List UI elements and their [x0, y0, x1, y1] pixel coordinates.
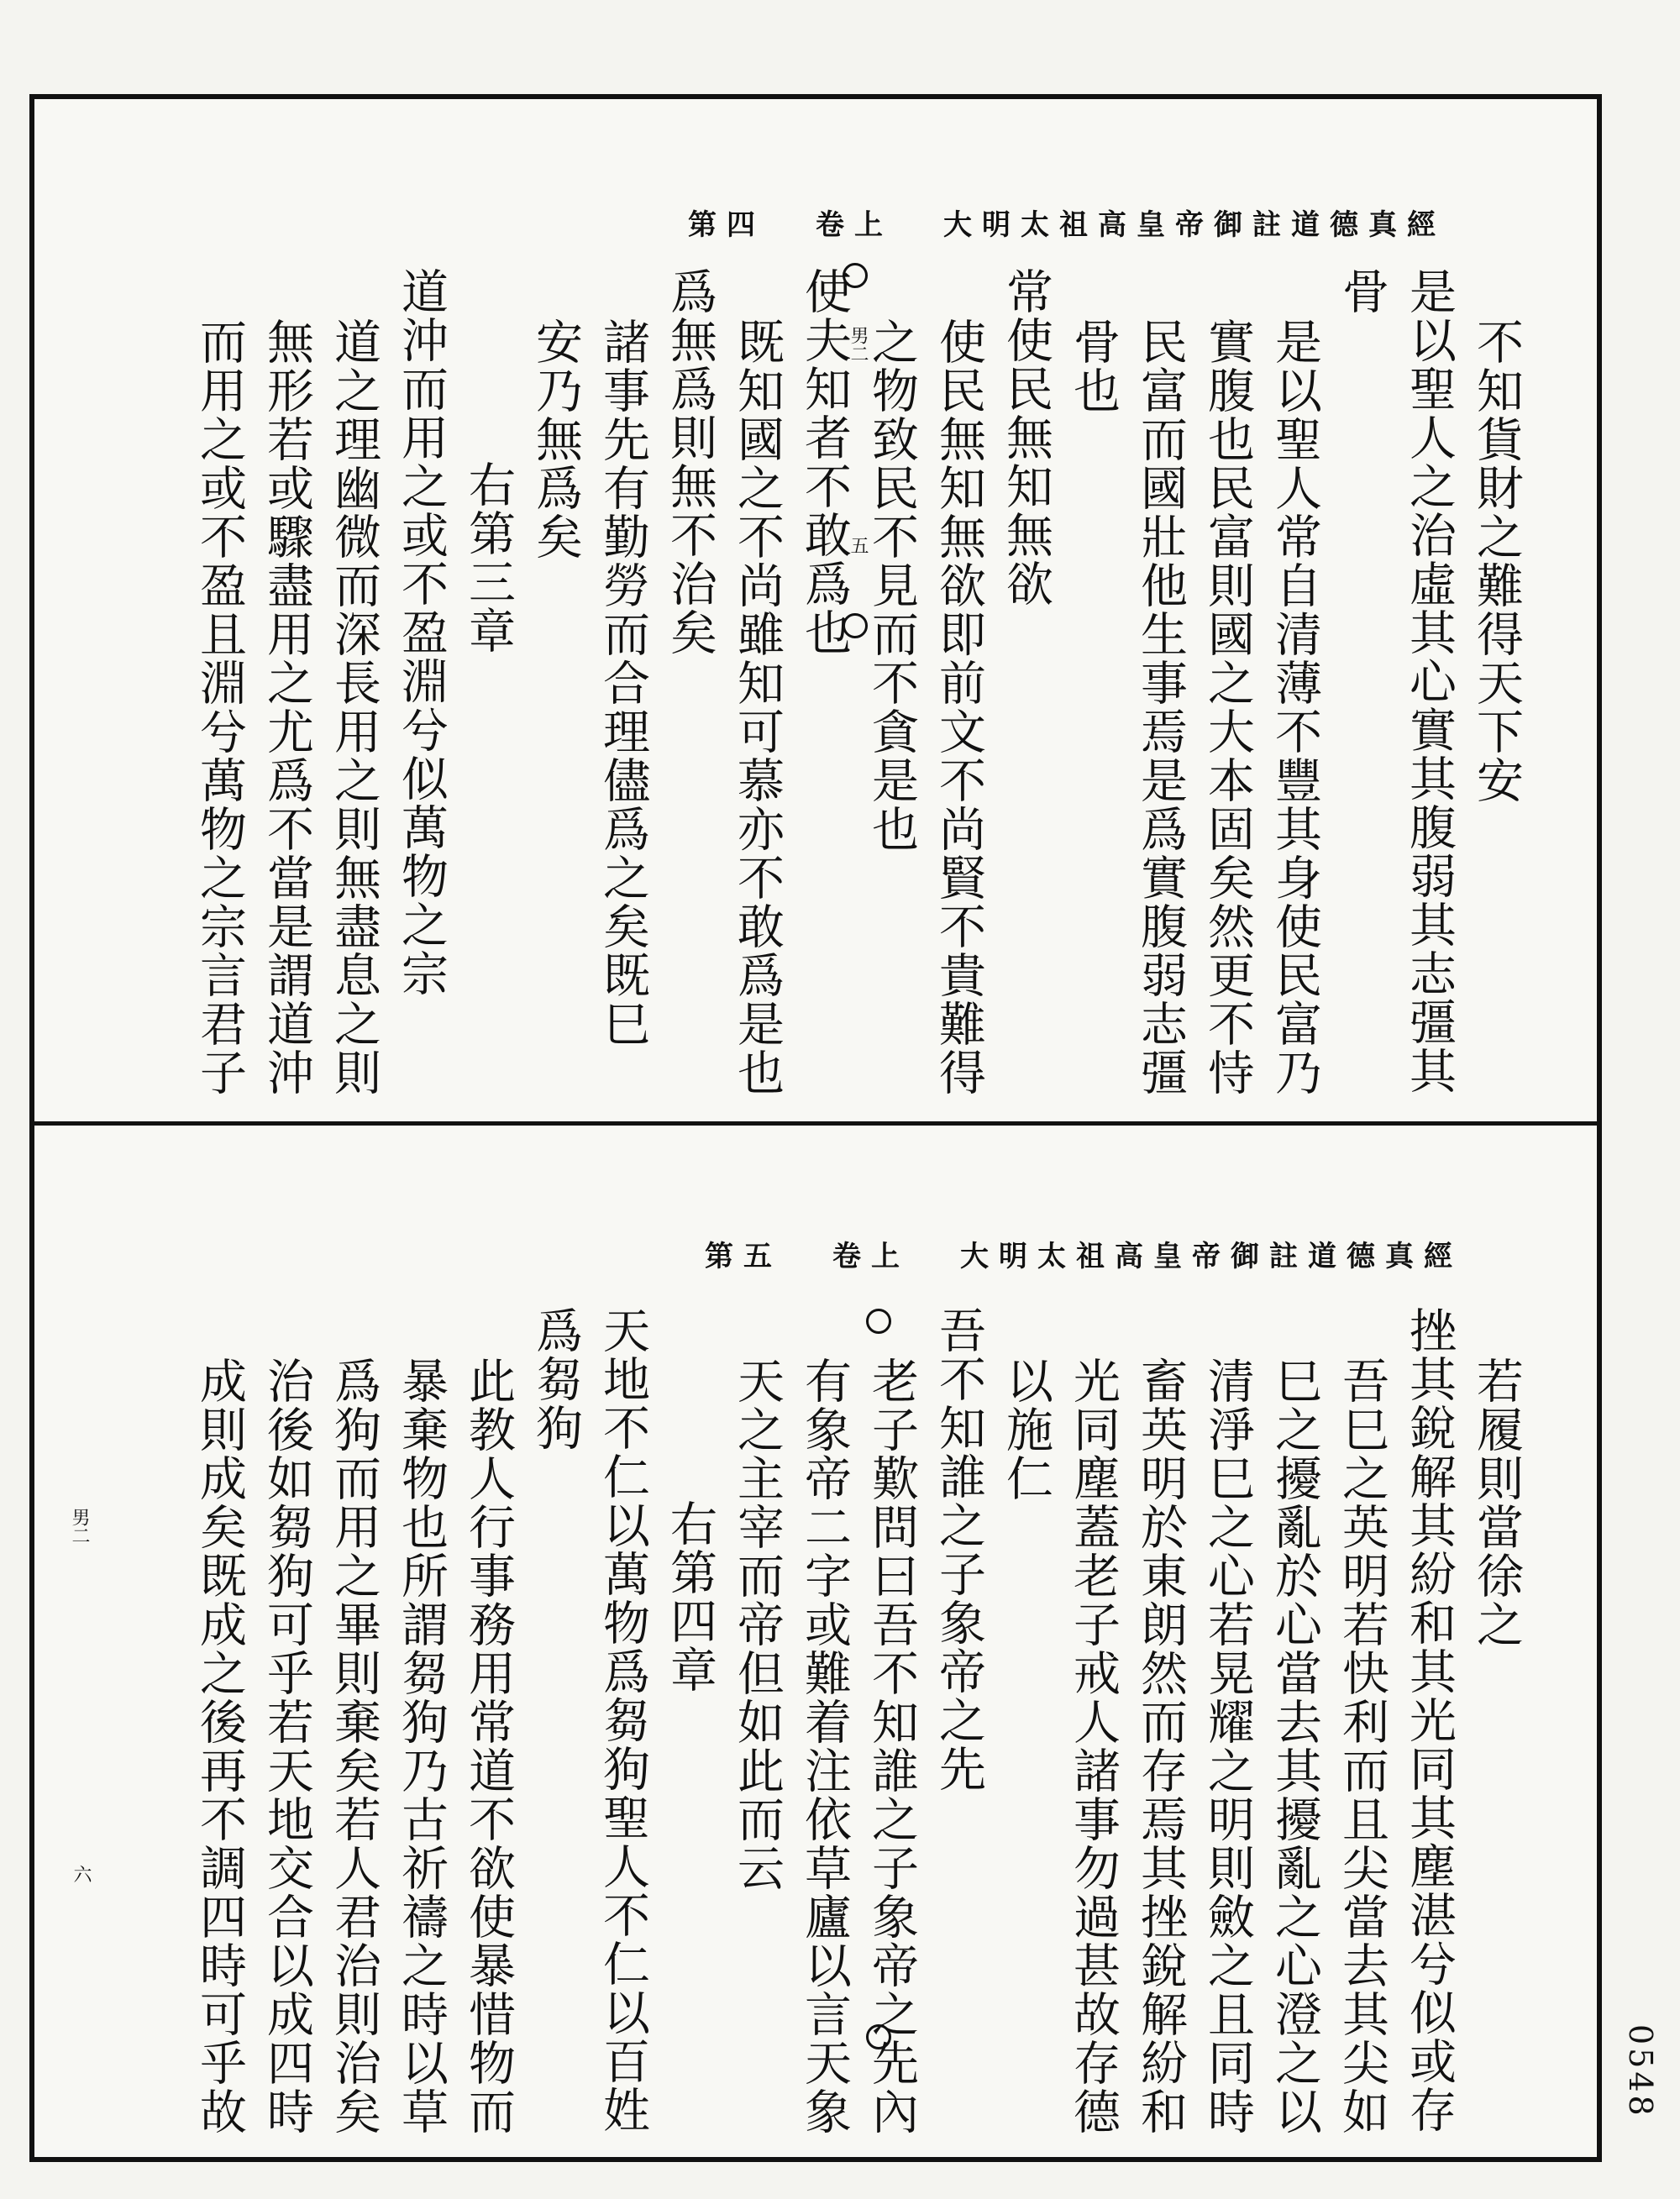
text-column: 有象帝二字或難着注依草廬以言天象 [797, 1357, 852, 2136]
text-column: 道之理幽微而深長用之則無盡息之則 [327, 318, 381, 1097]
text-column: 此教人行事務用常道不欲使暴惜物而 [461, 1357, 516, 2136]
text-column: 以施仁 [999, 1357, 1053, 1503]
text-column: 之物致民不見而不貪是也 [864, 318, 919, 853]
text-column: 挫其銳解其紛和其光同其塵湛兮似或存 [1402, 1306, 1457, 2134]
text-column: 天之主宰而帝但如此而云 [730, 1357, 785, 1892]
text-column: 使夫知者不敢爲也 [797, 267, 852, 657]
margin-note: 五 [848, 536, 869, 554]
circle-mark [866, 1309, 891, 1334]
text-column: 而用之或不盈且淵兮萬物之宗言君子 [192, 318, 247, 1097]
margin-note: 六 [71, 1865, 92, 1883]
bottom-header-page: 第五 [705, 1240, 782, 1273]
text-column: 常使民無知無欲 [999, 267, 1053, 608]
text-column: 爲芻狗 [528, 1306, 583, 1452]
chapter-heading: 右第四章 [663, 1499, 717, 1694]
text-column: 骨也 [1066, 318, 1121, 415]
text-column: 是以聖人之治虛其心實其腹弱其志彊其 [1402, 267, 1457, 1095]
margin-note: 男二 [69, 1508, 90, 1545]
text-column: 是以聖人常自清薄不豐其身使民富乃 [1268, 318, 1322, 1097]
text-column: 不知貨財之難得天下安 [1469, 318, 1524, 805]
text-column: 清淨巳之心若晃耀之明則斂之且同時 [1200, 1357, 1255, 2136]
text-column: 諸事先有勤勞而合理儘爲之矣既巳 [596, 318, 650, 1048]
text-column: 巳之擾亂於心當去其擾亂之心澄之以 [1268, 1357, 1322, 2136]
text-column: 吾不知誰之子象帝之先 [932, 1306, 986, 1793]
text-column: 光同塵蓋老子戒人諸事勿過甚故存德 [1066, 1357, 1121, 2136]
text-column: 骨 [1335, 267, 1389, 316]
bottom-header [705, 1233, 1462, 1274]
text-column: 爲狗而用之畢則棄矣若人君治則治矣 [327, 1357, 381, 2136]
bottom-header-title: 大明太祖高皇帝御註道德真經 [960, 1240, 1462, 1273]
page-number: 0548 [1622, 2024, 1659, 2119]
text-column: 民富而國壯他生事焉是爲實腹弱志彊 [1133, 318, 1188, 1097]
text-column: 使民無知無欲即前文不尚賢不貴難得 [932, 318, 986, 1097]
text-column: 吾巳之英明若快利而且尖當去其尖如 [1335, 1357, 1389, 2136]
text-column: 治後如芻狗可乎若天地交合以成四時 [260, 1357, 314, 2136]
bottom-panel [34, 1126, 1597, 2157]
bottom-text-columns [186, 1306, 1530, 2146]
text-column: 暴棄物也所謂芻狗乃古祈禱之時以草 [394, 1357, 449, 2136]
text-column: 無形若或驟盡用之尤爲不當是謂道沖 [260, 318, 314, 1097]
text-column: 爲無爲則無不治矣 [663, 267, 717, 657]
text-column: 老子歎問曰吾不知誰之子象帝之先內 [864, 1357, 919, 2136]
margin-note: 男二 [848, 326, 869, 363]
text-column: 實腹也民富則國之大本固矣然更不恃 [1200, 318, 1255, 1097]
circle-mark [843, 263, 868, 288]
top-header [688, 202, 1446, 243]
text-column: 道沖而用之或不盈淵兮似萬物之宗 [394, 267, 449, 998]
text-column: 若履則當徐之 [1469, 1357, 1524, 1649]
top-header-page: 第四 [688, 208, 765, 242]
top-header-title: 大明太祖高皇帝御註道德真經 [943, 208, 1446, 242]
top-text-columns [186, 267, 1530, 1107]
chapter-heading: 右第三章 [461, 460, 516, 655]
text-column: 天地不仁以萬物爲芻狗聖人不仁以百姓 [596, 1306, 650, 2134]
top-panel [34, 99, 1597, 1121]
text-column: 既知國之不尚雖知可慕亦不敢爲是也 [730, 318, 785, 1097]
top-header-volume: 卷上 [816, 208, 893, 242]
text-column: 成則成矣既成之後再不調四時可乎故 [192, 1357, 247, 2136]
bottom-header-volume: 卷上 [832, 1240, 910, 1273]
circle-mark [866, 2024, 891, 2049]
text-column: 畜英明於東朗然而存焉其挫銳解紛和 [1133, 1357, 1188, 2136]
text-column: 安乃無爲矣 [528, 318, 583, 561]
circle-mark [843, 613, 868, 638]
